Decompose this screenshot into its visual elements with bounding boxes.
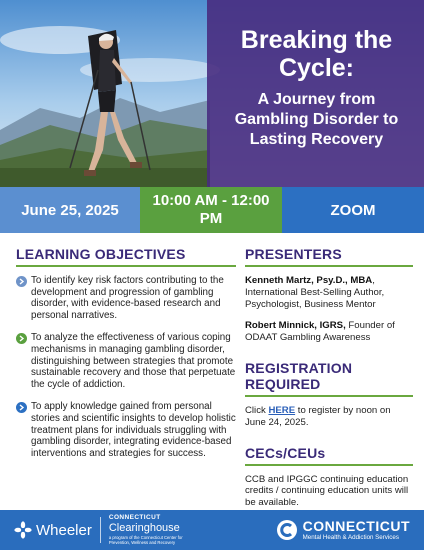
registration-text xyxy=(245,405,413,429)
register-link[interactable]: HERE xyxy=(268,404,296,416)
wheeler-flower-icon xyxy=(14,521,32,539)
registration-heading: REGISTRATION REQUIRED xyxy=(245,360,413,397)
list-item xyxy=(16,332,236,390)
presenter-1 xyxy=(245,275,413,310)
presenters-heading: PRESENTERS xyxy=(245,246,413,267)
learning-objectives-section xyxy=(16,246,236,470)
clearinghouse-state: CONNECTICUT xyxy=(108,514,161,522)
registration-pre: Click xyxy=(245,404,269,416)
objectives-list xyxy=(16,275,236,459)
clearinghouse-tagline: a program of the Connecticut Center for Prevention, Wellness and Recovery xyxy=(108,534,183,545)
footer-bar xyxy=(0,510,424,550)
event-title: Breaking the Cycle: xyxy=(240,26,393,82)
event-location: ZOOM xyxy=(282,187,424,233)
objectives-heading: LEARNING OBJECTIVES xyxy=(16,246,236,267)
cecs-heading: CECs/CEUs xyxy=(245,445,413,466)
cecs-text: CCB and IPGGC continuing education credits / continuing education units will be available. xyxy=(245,473,409,509)
objective-text: To analyze the effectiveness of various coping mechanisms in managing gambling disorder, distinguishing between strategies that promote sustainable recovery and those that perpetuate the cycle of addiction. xyxy=(31,332,236,390)
event-subtitle: A Journey from Gambling Disorder to Lasting Recovery xyxy=(234,91,399,148)
footer-divider xyxy=(100,517,101,543)
cecs-section xyxy=(245,445,413,509)
details-column xyxy=(245,246,413,509)
presenter-desc: Founder of ODAAT Gambling Awareness xyxy=(245,320,395,344)
chevron-right-icon xyxy=(16,402,27,413)
event-info-bar xyxy=(0,187,424,233)
event-time: 10:00 AM - 12:00 PM xyxy=(140,187,282,233)
presenter-2 xyxy=(245,320,413,344)
presenter-name: Robert Minnick, IGRS, xyxy=(245,320,346,332)
registration-section xyxy=(245,360,413,429)
hero-banner xyxy=(0,0,424,187)
presenter-desc: , International Best-Selling Author, Psychologist, Business Mentor xyxy=(245,275,385,310)
list-item xyxy=(16,401,236,459)
chevron-right-icon xyxy=(16,276,27,287)
clearinghouse-logo xyxy=(109,515,201,545)
wheeler-name: Wheeler xyxy=(36,521,92,539)
connecticut-c-icon xyxy=(276,519,298,541)
objective-text: To apply knowledge gained from personal stories and scientific insights to develop holistic treatment plans for individuals struggling with gambling disorder, integrating evidence-based interventions and strategies for success. xyxy=(31,401,236,459)
list-item xyxy=(16,275,236,321)
wheeler-logo xyxy=(14,521,92,539)
dmhas-department: Mental Health & Addiction Services xyxy=(302,533,399,541)
registration-post: to register by noon on June 24, 2025. xyxy=(245,404,391,428)
dmhas-state: CONNECTICUT xyxy=(302,517,410,534)
clearinghouse-name: Clearinghouse xyxy=(108,521,180,534)
dmhas-logo xyxy=(276,519,410,541)
presenter-name: Kenneth Martz, Psy.D., MBA xyxy=(245,275,373,286)
event-date: June 25, 2025 xyxy=(0,187,140,233)
title-panel xyxy=(207,0,424,187)
chevron-right-icon xyxy=(16,333,27,344)
objective-text: To identify key risk factors contributing to the development and progression of gambling disorder, with evidence-based research and personal narratives. xyxy=(31,275,224,321)
